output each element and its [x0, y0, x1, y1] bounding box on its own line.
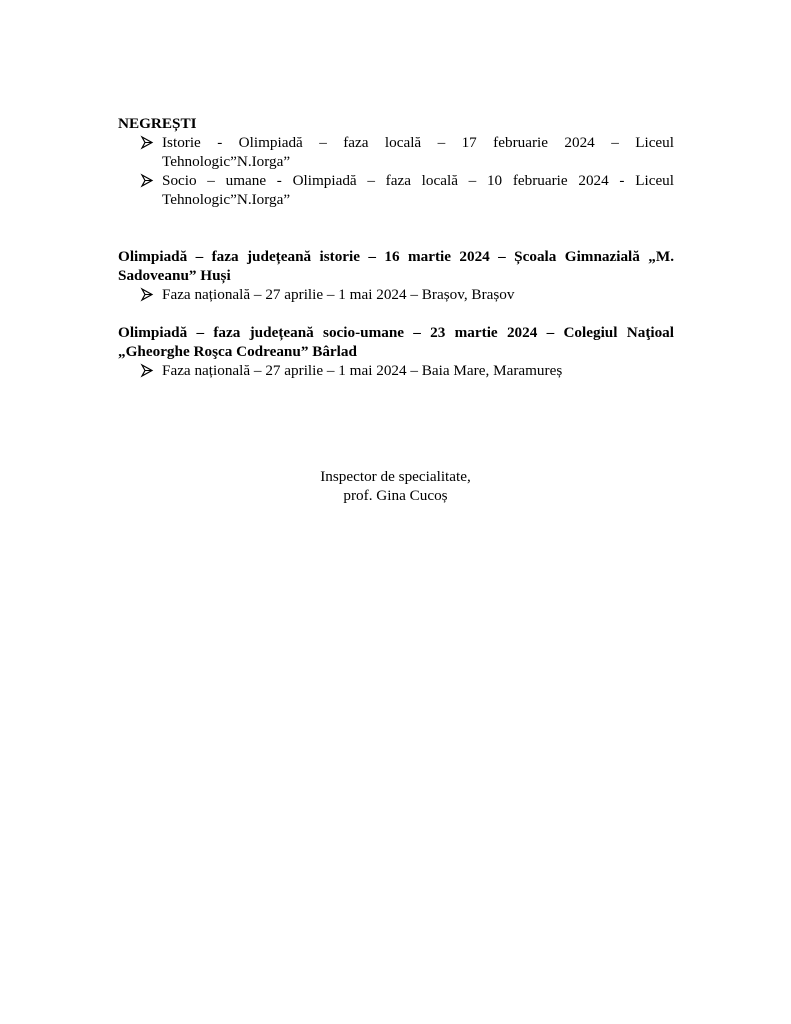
list-item-line: Istorie - Olimpiadă – faza locală – 17 februarie 2024 – Liceul: [162, 134, 674, 151]
title-line: Olimpiadă – faza județeană istorie – 16 martie 2024 – Școala Gimnazială „M.: [118, 248, 674, 265]
list-item-line: Socio – umane - Olimpiadă – faza locală – 10 februarie 2024 - Liceul: [162, 172, 674, 189]
title-line: Olimpiadă – faza județeană socio-umane – 23 martie 2024 – Colegiul Naţioal: [118, 324, 674, 341]
socio-list: [118, 361, 674, 380]
arrow-bullet-icon: [140, 171, 154, 190]
title-line: „Gheorghe Roşca Codreanu” Bârlad: [118, 343, 357, 360]
list-item: [140, 361, 674, 380]
list-item-text: Faza națională – 27 aprilie – 1 mai 2024 – Baia Mare, Maramureș: [162, 362, 563, 379]
section-title-istorie: [118, 247, 674, 285]
negresti-list: [118, 133, 674, 209]
arrow-bullet-icon: [140, 285, 154, 304]
section-negresti: [118, 114, 674, 209]
signature-block: [0, 467, 791, 505]
list-item: [140, 133, 674, 171]
list-item-text: Faza națională – 27 aprilie – 1 mai 2024 – Brașov, Brașov: [162, 286, 515, 303]
list-item: [140, 285, 674, 304]
arrow-bullet-icon: [140, 133, 154, 152]
document-body: [118, 114, 674, 380]
signature-name: prof. Gina Cucoș: [343, 487, 448, 504]
signature-role: Inspector de specialitate,: [320, 468, 471, 485]
section-title-socio: [118, 323, 674, 361]
section-title-negresti: NEGREȘTI: [118, 115, 197, 132]
section-istorie: [118, 247, 674, 304]
istorie-list: [118, 285, 674, 304]
list-item: [140, 171, 674, 209]
arrow-bullet-icon: [140, 361, 154, 380]
title-line: Sadoveanu” Huși: [118, 267, 231, 284]
list-item-line: Tehnologic”N.Iorga”: [162, 191, 291, 208]
list-item-line: Tehnologic”N.Iorga”: [162, 153, 291, 170]
section-socio: [118, 323, 674, 380]
